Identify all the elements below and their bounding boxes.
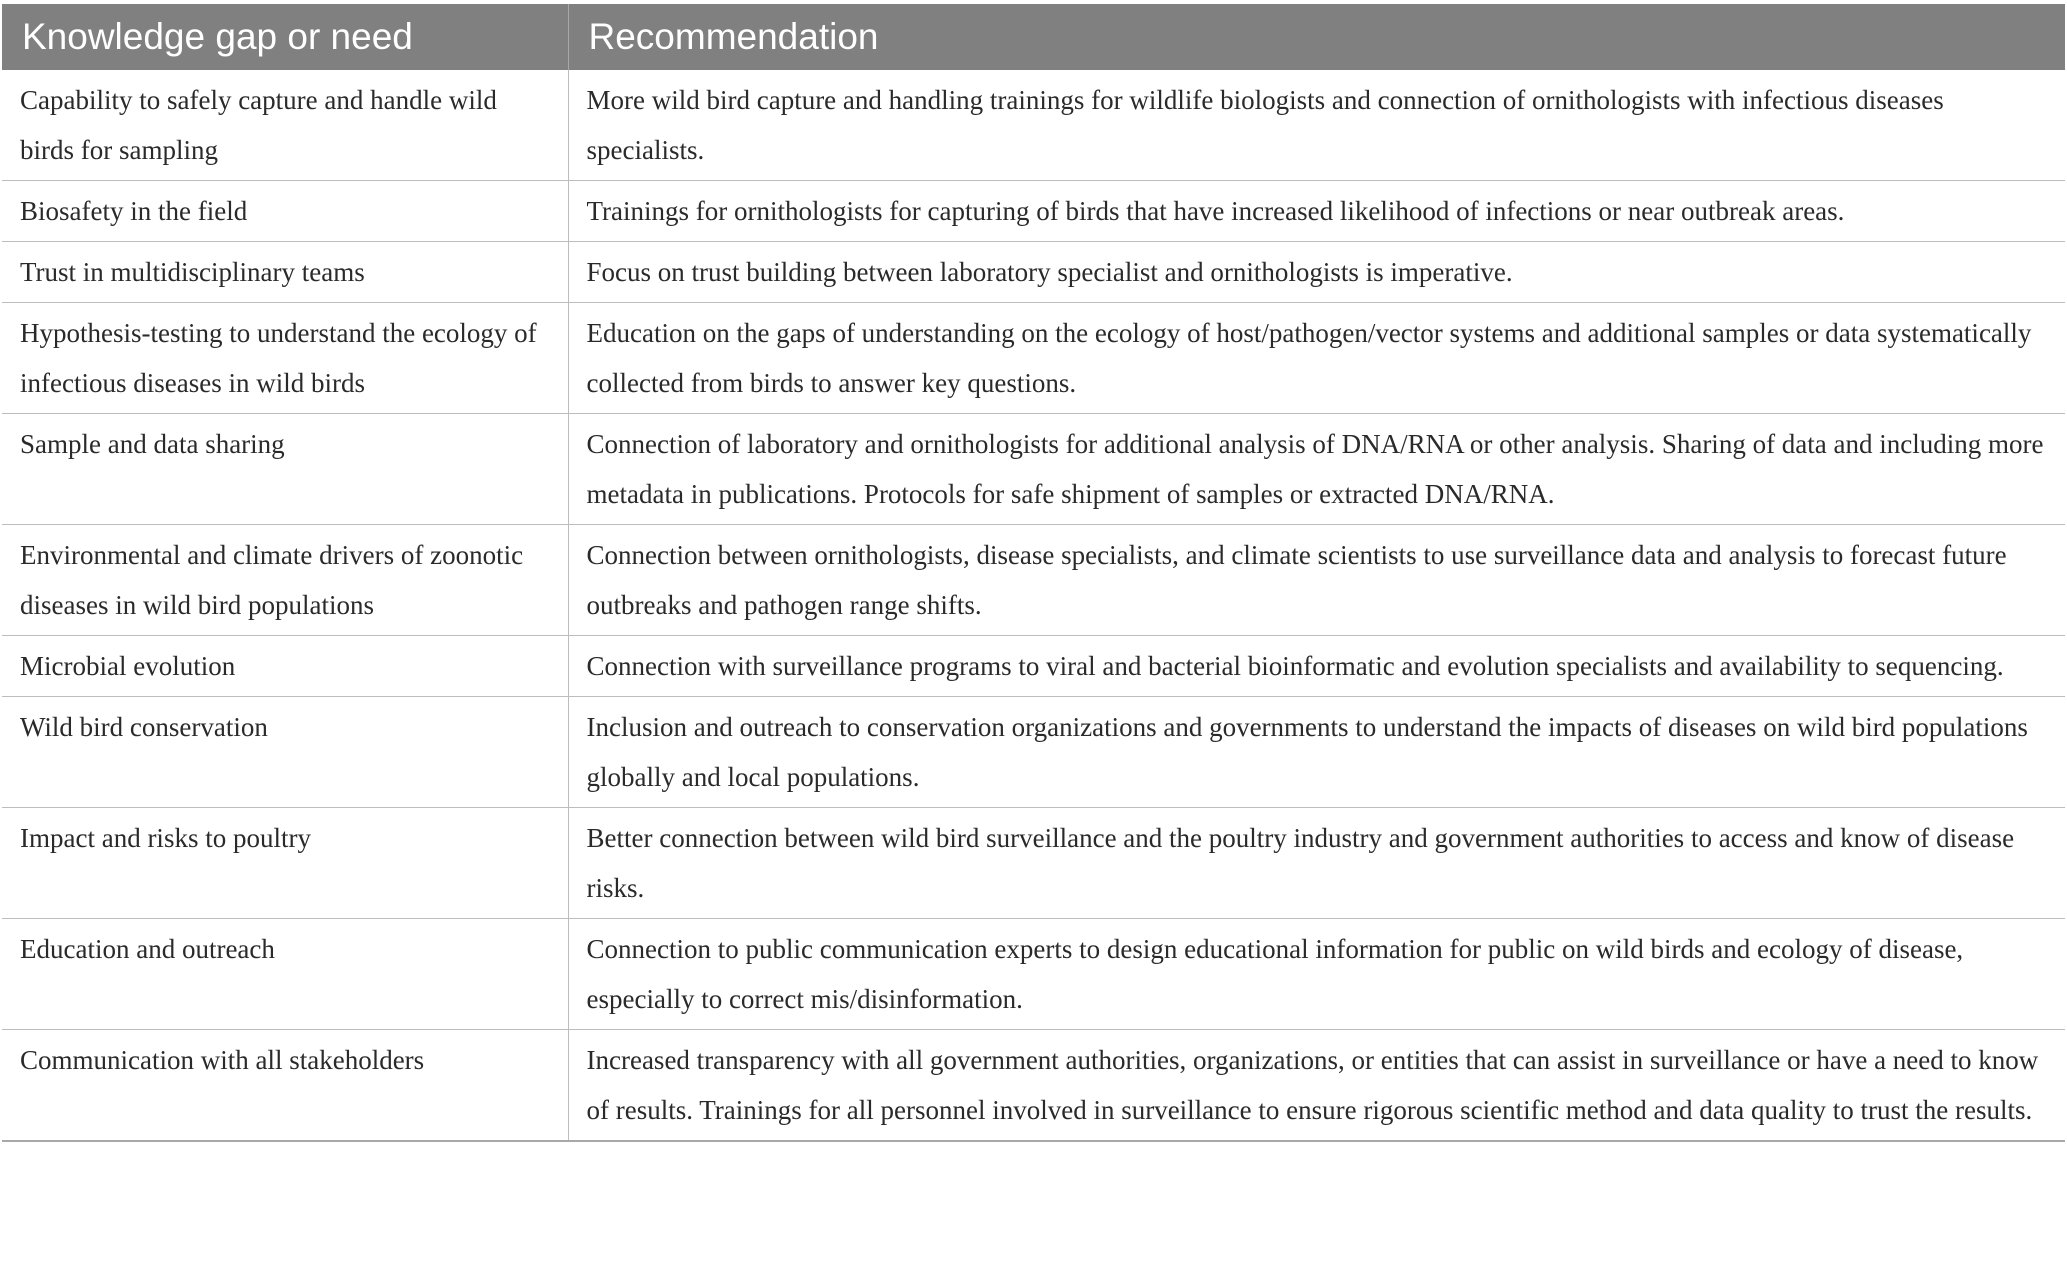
table-row (2, 636, 2065, 697)
table-row (2, 525, 2065, 636)
table-row (2, 181, 2065, 242)
gap-cell: Microbial evolution (2, 636, 568, 697)
gap-cell: Education and outreach (2, 919, 568, 1030)
recommendation-cell: Connection to public communication experts to design educational information for public on wild birds and ecology of disease, especially to correct mis/disinformation. (568, 919, 2065, 1030)
table-row (2, 808, 2065, 919)
gap-cell: Impact and risks to poultry (2, 808, 568, 919)
header-knowledge-gap: Knowledge gap or need (2, 4, 568, 70)
recommendation-cell: Increased transparency with all government authorities, organizations, or entities that can assist in surveillance or have a need to know of results. Trainings for all personnel involved in surveillance to ensure rigorous scientific method and data quality to trust the results. (568, 1030, 2065, 1142)
gap-cell: Wild bird conservation (2, 697, 568, 808)
table-row (2, 697, 2065, 808)
table-row (2, 242, 2065, 303)
recommendation-cell: Inclusion and outreach to conservation organizations and governments to understand the impacts of diseases on wild bird populations globally and local populations. (568, 697, 2065, 808)
gap-cell: Trust in multidisciplinary teams (2, 242, 568, 303)
recommendations-table (2, 4, 2065, 1142)
gap-cell: Environmental and climate drivers of zoonotic diseases in wild bird populations (2, 525, 568, 636)
gap-cell: Communication with all stakeholders (2, 1030, 568, 1142)
table-row (2, 303, 2065, 414)
table-row (2, 919, 2065, 1030)
table-header (2, 4, 2065, 70)
gap-cell: Capability to safely capture and handle wild birds for sampling (2, 70, 568, 181)
recommendation-cell: Connection with surveillance programs to viral and bacterial bioinformatic and evolution specialists and availability to sequencing. (568, 636, 2065, 697)
recommendation-cell: Better connection between wild bird surveillance and the poultry industry and government authorities to access and know of disease risks. (568, 808, 2065, 919)
recommendation-cell: Connection between ornithologists, disease specialists, and climate scientists to use surveillance data and analysis to forecast future outbreaks and pathogen range shifts. (568, 525, 2065, 636)
recommendation-cell: Education on the gaps of understanding on the ecology of host/pathogen/vector systems and additional samples or data systematically collected from birds to answer key questions. (568, 303, 2065, 414)
recommendation-cell: Focus on trust building between laboratory specialist and ornithologists is imperative. (568, 242, 2065, 303)
recommendation-cell: Trainings for ornithologists for capturing of birds that have increased likelihood of infections or near outbreak areas. (568, 181, 2065, 242)
table-body (2, 70, 2065, 1141)
recommendation-cell: Connection of laboratory and ornithologists for additional analysis of DNA/RNA or other analysis. Sharing of data and including more metadata in publications. Protocols for safe shipment of samples or extracted DNA/RNA. (568, 414, 2065, 525)
gap-cell: Hypothesis-testing to understand the ecology of infectious diseases in wild birds (2, 303, 568, 414)
table-row (2, 70, 2065, 181)
table-row (2, 414, 2065, 525)
gap-cell: Sample and data sharing (2, 414, 568, 525)
recommendation-cell: More wild bird capture and handling trainings for wildlife biologists and connection of ornithologists with infectious diseases specialists. (568, 70, 2065, 181)
header-row (2, 4, 2065, 70)
gap-cell: Biosafety in the field (2, 181, 568, 242)
table-row (2, 1030, 2065, 1142)
header-recommendation: Recommendation (568, 4, 2065, 70)
